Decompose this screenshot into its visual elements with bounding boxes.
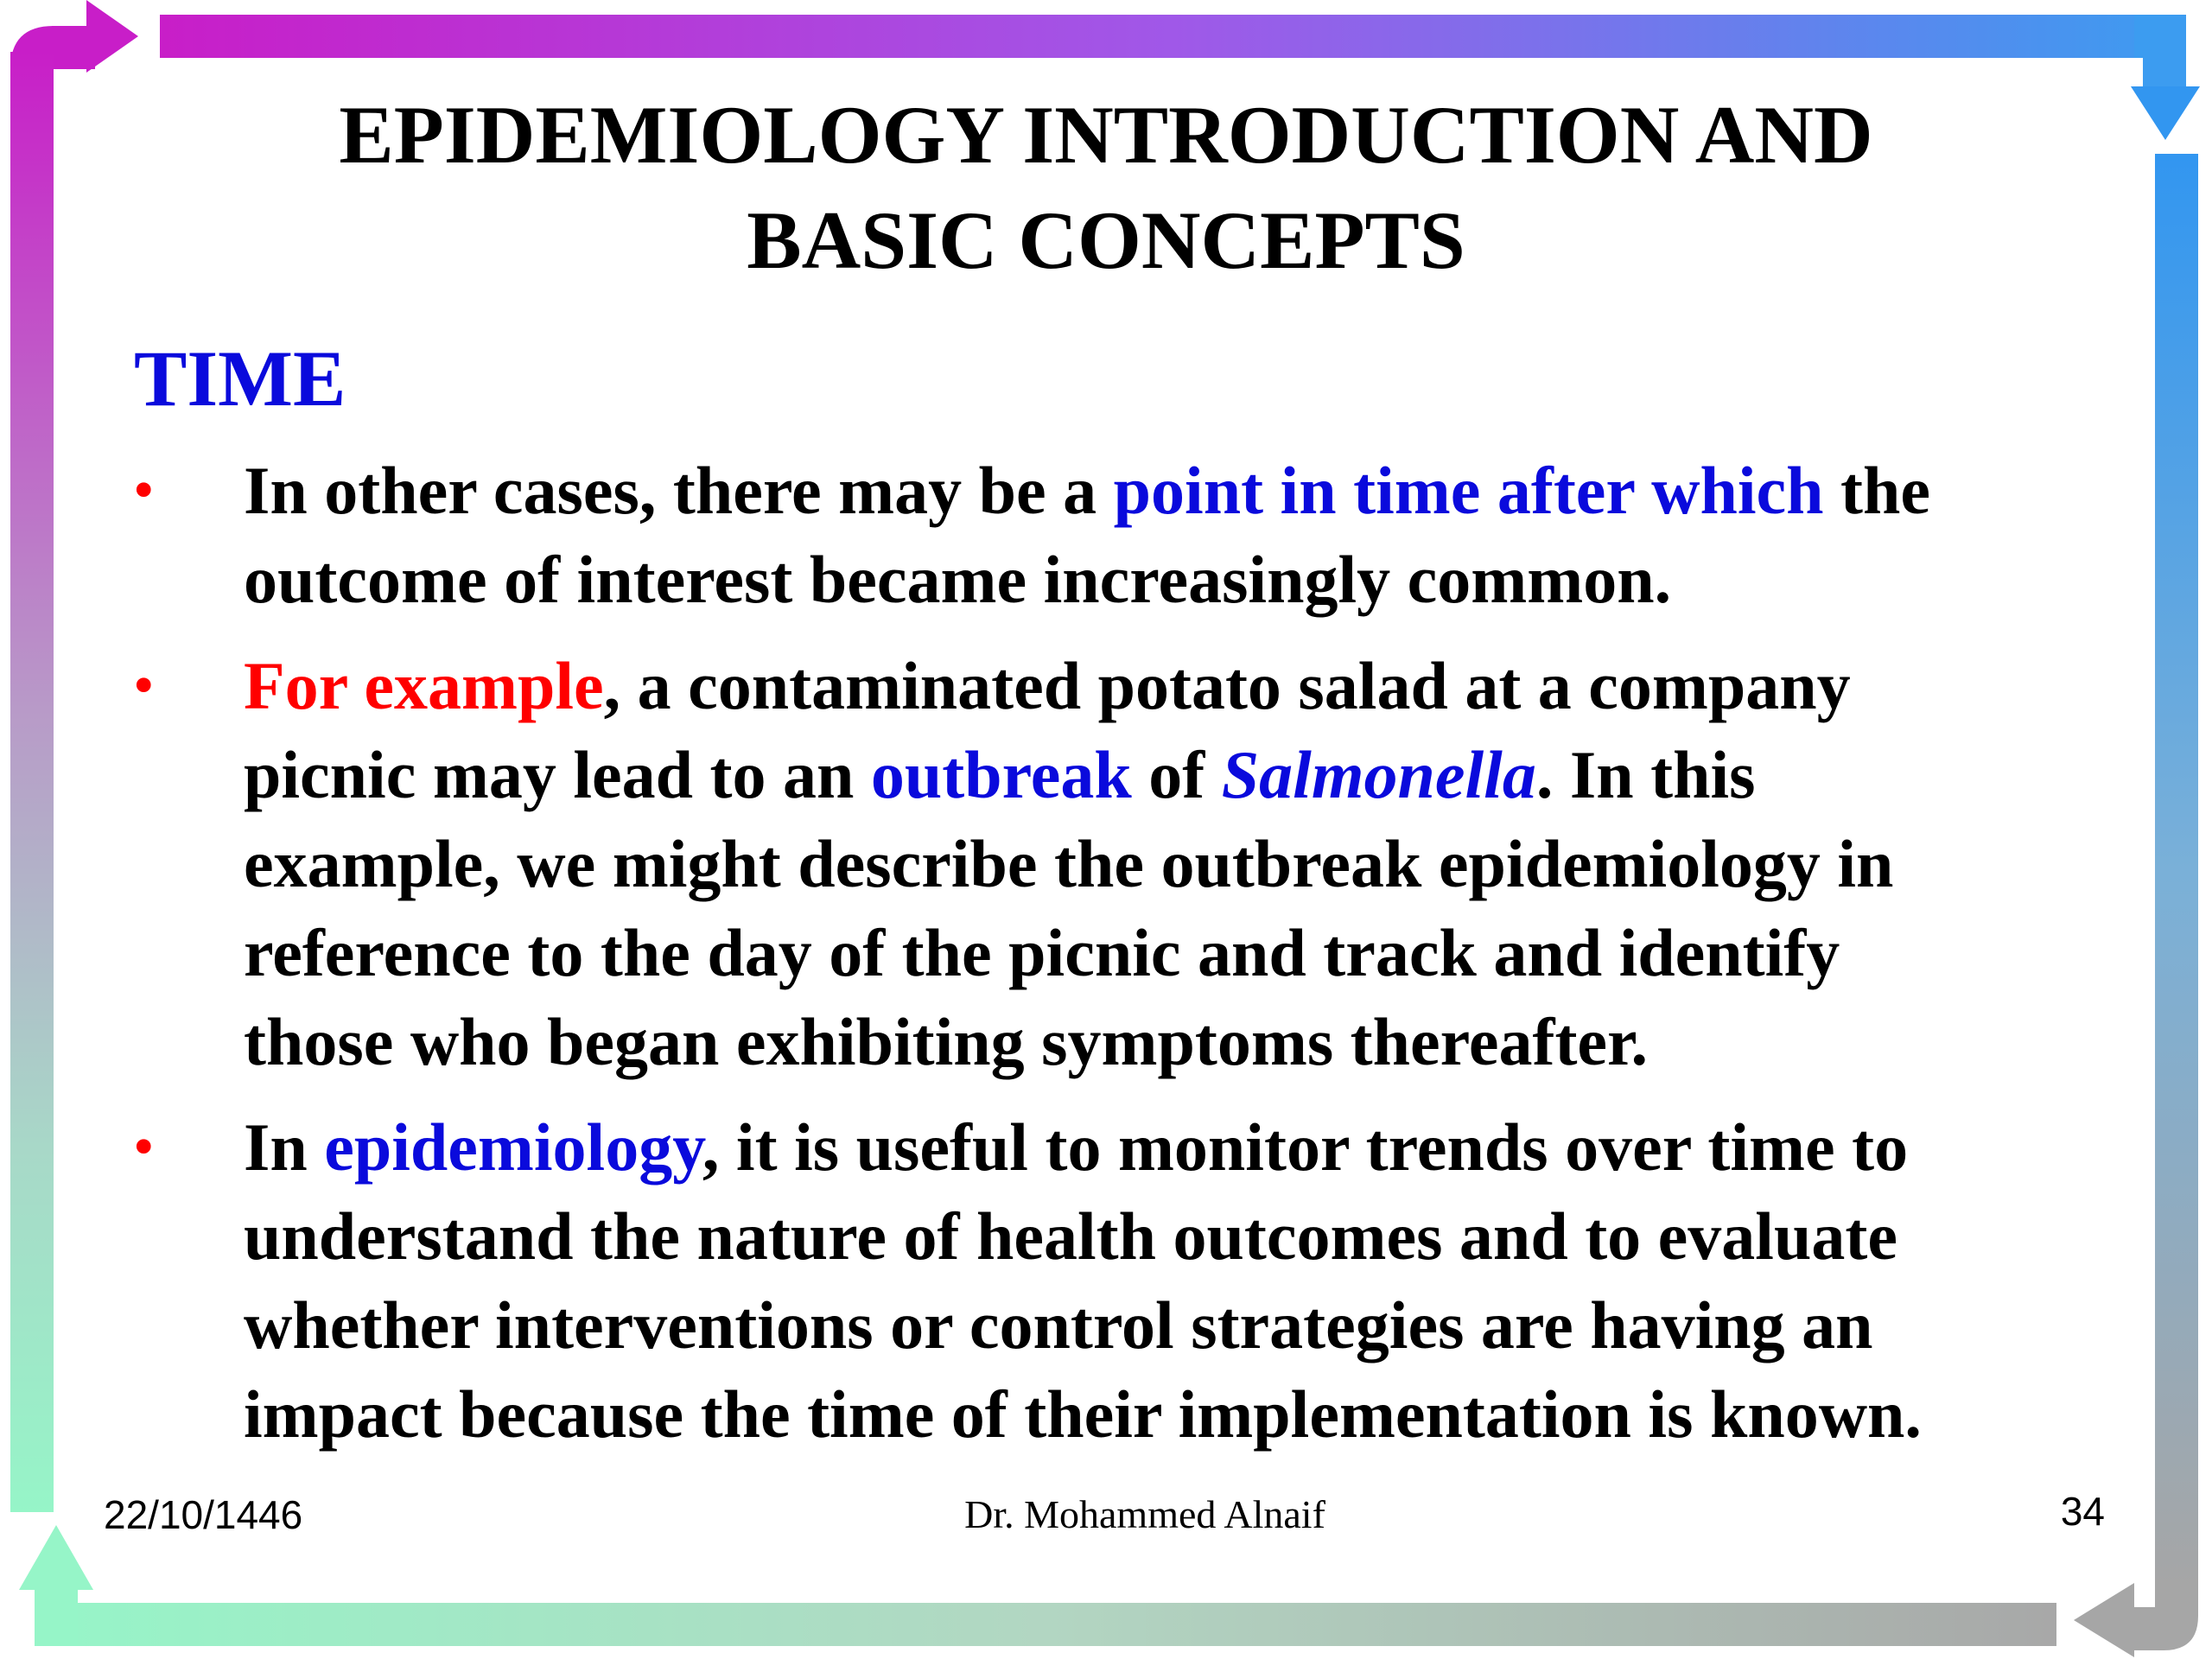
section-heading: TIME xyxy=(134,334,346,423)
highlight-text: outbreak xyxy=(870,737,1132,812)
bullet-marker: • xyxy=(133,652,155,719)
frame-bottom-bar xyxy=(35,1603,2056,1646)
text-run: In xyxy=(244,1109,325,1185)
text-run: the xyxy=(1823,453,1930,528)
frame-top-bar xyxy=(160,15,2186,58)
bullet-line xyxy=(244,1192,2127,1281)
highlight-text: point in time after which xyxy=(1113,453,1824,528)
bullet-line xyxy=(244,1370,2127,1459)
slide-title-line-1: EPIDEMIOLOGY INTRODUCTION AND xyxy=(339,89,1873,181)
text-run: , it is useful to monitor trends over time to xyxy=(702,1109,1909,1185)
bullet-line xyxy=(244,908,2127,997)
bullet-marker: • xyxy=(133,1114,155,1180)
text-run: whether interventions or control strategies are having an xyxy=(244,1287,1873,1363)
bullet-line xyxy=(244,535,2127,624)
text-run: impact because the time of their implementation is known. xyxy=(244,1376,1922,1452)
bullet-line xyxy=(244,1281,2127,1370)
species-name: Salmonella xyxy=(1221,737,1536,812)
bullet-line xyxy=(244,997,2127,1086)
text-run: . In this xyxy=(1535,737,1756,812)
bullet-line xyxy=(244,641,2127,730)
frame-top-right-corner xyxy=(2134,15,2186,86)
slide-number: 34 xyxy=(2060,1489,2105,1534)
bullet-item xyxy=(133,641,2127,1086)
text-run: In other cases, there may be a xyxy=(244,453,1114,528)
frame-bottom-left-corner xyxy=(35,1590,78,1646)
text-run: reference to the day of the picnic and track and identify xyxy=(244,915,1840,990)
arrow-left-icon xyxy=(2074,1583,2134,1657)
text-run: example, we might describe the outbreak epidemiology in xyxy=(244,826,1894,901)
example-label: For example xyxy=(244,648,604,723)
text-run: those who began exhibiting symptoms thereafter. xyxy=(244,1004,1649,1079)
bullet-line xyxy=(244,730,2127,819)
frame-right-bar xyxy=(2155,154,2198,1588)
slide-title-line-2: BASIC CONCEPTS xyxy=(747,194,1465,286)
slide-title xyxy=(207,82,2005,293)
text-run: , a contaminated potato salad at a company xyxy=(603,648,1851,723)
bullet-item xyxy=(133,1103,2127,1459)
text-run: outcome of interest became increasingly common. xyxy=(244,542,1672,617)
arrow-down-icon xyxy=(2131,86,2200,140)
highlight-text: epidemiology xyxy=(324,1109,702,1185)
bullet-item xyxy=(133,446,2127,624)
text-run: understand the nature of health outcomes and to evaluate xyxy=(244,1198,1897,1274)
bullet-line xyxy=(244,446,2127,535)
frame-bottom-right-corner xyxy=(2134,1581,2198,1650)
text-run: picnic may lead to an xyxy=(244,737,871,812)
bullet-line xyxy=(244,1103,2127,1192)
bullet-marker: • xyxy=(133,457,155,524)
footer-author: Dr. Mohammed Alnaif xyxy=(964,1492,1325,1536)
frame-left-bar xyxy=(10,52,54,1512)
text-run: of xyxy=(1131,737,1222,812)
arrow-up-icon xyxy=(19,1525,93,1590)
bullet-line xyxy=(244,819,2127,908)
footer-date: 22/10/1446 xyxy=(104,1492,303,1537)
